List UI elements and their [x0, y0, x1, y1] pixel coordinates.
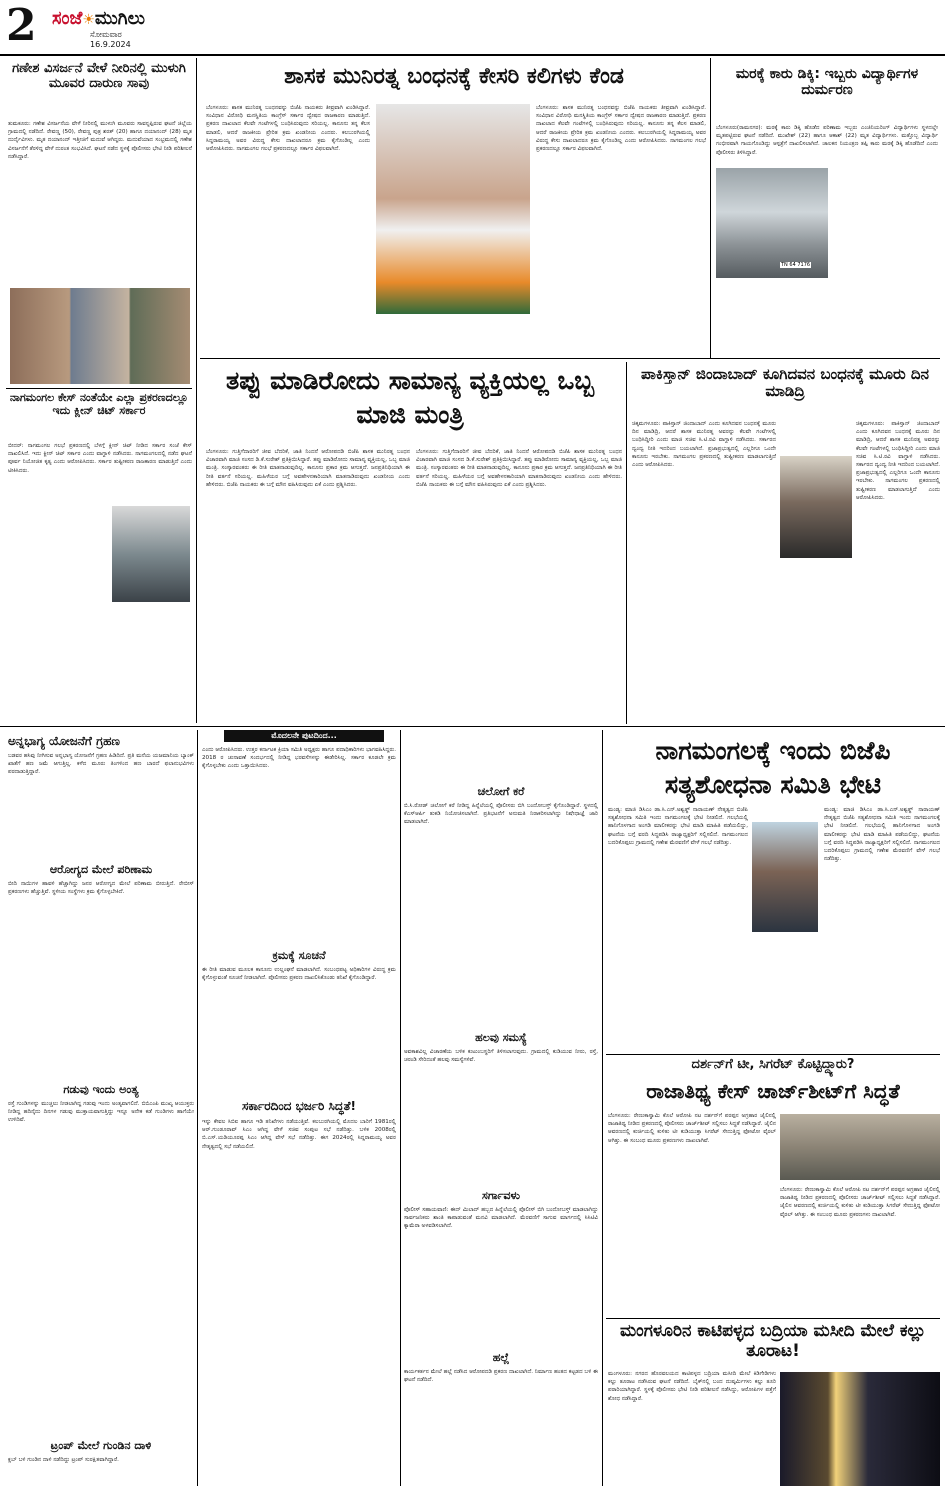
darshan-kicker: ದರ್ಶನ್‌ಗೆ ಟೀ, ಸಿಗರೆಟ್ ಕೊಟ್ಟಿದ್ದ್ಯಾರು? — [691, 1057, 855, 1072]
kramakke-body: ಈ ರೀತಿ ಮಾಡುವ ಮೂಲಕ ಕಾನೂನು ಉಲ್ಲಂಘನೆ ಮಾಡಲಾಗಿದೆ. ಸಂಬಂಧಪಟ್ಟ ಅಧಿಕಾರಿಗಳ ವಿರುದ್ಧ ಕ್ರಮ ಕೈಗೊಳ್ಳುವಂತೆ ಸೂಚನೆ ನೀಡಲಾಗಿದೆ. ಪೊಲೀಸರು ಪ್ರಕರಣ ದಾಖಲಿಸಿಕೊಂಡು ತನಿಖೆ ಕೈಗೊಂಡಿದ್ದಾರೆ. — [202, 967, 396, 982]
divider — [0, 726, 945, 727]
shasaka-body: ಬೆಂಗಳೂರು: ಶಾಸಕ ಮುನಿರತ್ನ ಬಂಧನವನ್ನು ಬಿಜೆಪಿ ನಾಯಕರು ತೀವ್ರವಾಗಿ ಖಂಡಿಸಿದ್ದಾರೆ. ಸಂವಿಧಾನ ವಿರೋಧಿ ಮನಸ್ಥಿತಿಯ ಕಾಂಗ್ರೆಸ್ ಸರ್ಕಾರ ದ್ವೇಷದ ರಾಜಕಾರಣ ಮಾಡುತ್ತಿದೆ. ಪ್ರಕರಣ ದಾಖಲಾದ ಕೆಲವೇ ಗಂಟೆಗಳಲ್ಲಿ ಬಂಧಿಸಿರುವುದು ಸರಿಯಲ್ಲ. ಕಾನೂನು ತನ್ನ ಕೆಲಸ ಮಾಡಲಿ, ಆದರೆ ರಾಜಕೀಯ ಪ್ರೇರಿತ ಕ್ರಮ ಖಂಡನೀಯ ಎಂದರು. ಕಲಬುರಗಿಯಲ್ಲಿ ಸಿದ್ದರಾಮಯ್ಯ ಅವರ ವಿರುದ್ಧ ಕೇಸು ದಾಖಲಾದರೂ ಕ್ರಮ ಕೈಗೊಂಡಿಲ್ಲ ಎಂದು ಆರೋಪಿಸಿದರು. ನಾಗಮಂಗಲ ಗಲಭೆ ಪ್ರಕರಣದಲ್ಲೂ ಸರ್ಕಾರ ವಿಫಲವಾಗಿದೆ. — [206, 105, 370, 153]
pakistan-body-continued: ಚಿಕ್ಕಮಗಳೂರು: ಪಾಕಿಸ್ತಾನ್ ಜಿಂದಾಬಾದ್ ಎಂದು ಕೂಗಿದವನ ಬಂಧನಕ್ಕೆ ಮೂರು ದಿನ ಮಾಡಿದ್ರಿ, ಆದರೆ ಶಾಸಕ ಮುನಿರತ್ನ ಅವರನ್ನು ಕೆಲವೇ ಗಂಟೆಗಳಲ್ಲಿ ಬಂಧಿಸಿದ್ದೀರಿ ಎಂದು ಮಾಜಿ ಸಚಿವ ಸಿ.ಟಿ.ರವಿ ವಾಗ್ದಾಳಿ ನಡೆಸಿದರು. ಸರ್ಕಾರದ ದ್ವಂದ್ವ ನೀತಿ ಇದರಿಂದ ಬಯಲಾಗಿದೆ. ಪ್ರಜಾಪ್ರಭುತ್ವದಲ್ಲಿ ಎಲ್ಲರಿಗೂ ಒಂದೇ ಕಾನೂನು ಇರಬೇಕು. ನಾಗಮಂಗಲ ಪ್ರಕರಣದಲ್ಲಿ ತುಷ್ಟೀಕರಣ ಮಾಡಲಾಗುತ್ತಿದೆ ಎಂದು ಆರೋಪಿಸಿದರು. — [856, 421, 940, 501]
column-divider — [710, 58, 711, 358]
nagamangala-headline: ನಾಗಮಂಗಲ ಕೇಸ್ ನಂತೆಯೇ ಎಲ್ಲಾ ಪ್ರಕರಣದಲ್ಲೂ ಇದು ಕ್ಲೀನ್ ಚಿಟ್ ಸರ್ಕಾರ — [9, 391, 189, 417]
trump-body: ಕ್ಲಬ್ ಬಳಿ ಗುಂಡಿನ ದಾಳಿ ನಡೆದಿದ್ದು ಟ್ರಂಪ್ ಸುರಕ್ಷಿತವಾಗಿದ್ದಾರೆ. — [8, 1457, 119, 1463]
car-accident-headline: ಮರಕ್ಕೆ ಕಾರು ಡಿಕ್ಕಿ: ಇಬ್ಬರು ವಿದ್ಯಾರ್ಥಿಗಳ ದುರ್ಮರಣ — [735, 66, 919, 99]
car-accident-body: ಬೆಂಗಳೂರು(ರಾಮನಗರ): ಮರಕ್ಕೆ ಕಾರು ಡಿಕ್ಕಿ ಹೊಡೆದ ಪರಿಣಾಮ ಇಬ್ಬರು ಎಂಜಿನಿಯರಿಂಗ್ ವಿದ್ಯಾರ್ಥಿಗಳು ಸ್ಥಳದಲ್ಲೇ ಮೃತಪಟ್ಟಿರುವ ಘಟನೆ ನಡೆದಿದೆ. ಮುಖೇಶ್ (22) ಹಾಗೂ ಆಕಾಶ್ (22) ಮೃತ ವಿದ್ಯಾರ್ಥಿಗಳು. ಮತ್ತೊಬ್ಬ ವಿದ್ಯಾರ್ಥಿ ಗಂಭೀರವಾಗಿ ಗಾಯಗೊಂಡಿದ್ದು ಆಸ್ಪತ್ರೆಗೆ ದಾಖಲಿಸಲಾಗಿದೆ. ಚಾಲಕನ ನಿಯಂತ್ರಣ ತಪ್ಪಿ ಕಾರು ಮರಕ್ಕೆ ಡಿಕ್ಕಿ ಹೊಡೆದಿದೆ ಎಂದು ಪೊಲೀಸರು ತಿಳಿಸಿದ್ದಾರೆ. — [716, 125, 938, 156]
tappu-body-continued: ಬೆಂಗಳೂರು: ಗುತ್ತಿಗೆದಾರರಿಗೆ ಜೀವ ಬೆದರಿಕೆ, ಜಾತಿ ನಿಂದನೆ ಆರೋಪದಡಿ ಬಿಜೆಪಿ ಶಾಸಕ ಮುನಿರತ್ನ ಬಂಧನ ವಿಚಾರವಾಗಿ ಮಾಜಿ ಸಂಸದ ಡಿ.ಕೆ.ಸುರೇಶ್ ಪ್ರತಿಕ್ರಿಯಿಸಿದ್ದಾರೆ. ತಪ್ಪು ಮಾಡಿರೋದು ಸಾಮಾನ್ಯ ವ್ಯಕ್ತಿಯಲ್ಲ, ಒಬ್ಬ ಮಾಜಿ ಮಂತ್ರಿ. ಸಂಸ್ಕಾರವಂತರು ಈ ರೀತಿ ಮಾತನಾಡುವುದಿಲ್ಲ. ಕಾನೂನು ಪ್ರಕಾರ ಕ್ರಮ ಆಗುತ್ತದೆ. ಜನಪ್ರತಿನಿಧಿಯಾಗಿ ಈ ರೀತಿ ವರ್ತನೆ ಸರಿಯಲ್ಲ. ಮಹಿಳೆಯರ ಬಗ್ಗೆ ಅವಹೇಳನಕಾರಿಯಾಗಿ ಮಾತನಾಡಿರುವುದು ಖಂಡನೀಯ ಎಂದು ಹೇಳಿದರು. ಬಿಜೆಪಿ ನಾಯಕರು ಈ ಬಗ್ಗೆ ಮೌನ ವಹಿಸಿರುವುದು ಏಕೆ ಎಂದು ಪ್ರಶ್ನಿಸಿದರು. — [416, 449, 622, 488]
sargavalu-headline: ಸರ್ಗಾವಳು — [482, 1189, 520, 1202]
shasaka-body-continued: ಬೆಂಗಳೂರು: ಶಾಸಕ ಮುನಿರತ್ನ ಬಂಧನವನ್ನು ಬಿಜೆಪಿ ನಾಯಕರು ತೀವ್ರವಾಗಿ ಖಂಡಿಸಿದ್ದಾರೆ. ಸಂವಿಧಾನ ವಿರೋಧಿ ಮನಸ್ಥಿತಿಯ ಕಾಂಗ್ರೆಸ್ ಸರ್ಕಾರ ದ್ವೇಷದ ರಾಜಕಾರಣ ಮಾಡುತ್ತಿದೆ. ಪ್ರಕರಣ ದಾಖಲಾದ ಕೆಲವೇ ಗಂಟೆಗಳಲ್ಲಿ ಬಂಧಿಸಿರುವುದು ಸರಿಯಲ್ಲ. ಕಾನೂನು ತನ್ನ ಕೆಲಸ ಮಾಡಲಿ, ಆದರೆ ರಾಜಕೀಯ ಪ್ರೇರಿತ ಕ್ರಮ ಖಂಡನೀಯ ಎಂದರು. ಕಲಬುರಗಿಯಲ್ಲಿ ಸಿದ್ದರಾಮಯ್ಯ ಅವರ ವಿರುದ್ಧ ಕೇಸು ದಾಖಲಾದರೂ ಕ್ರಮ ಕೈಗೊಂಡಿಲ್ಲ ಎಂದು ಆರೋಪಿಸಿದರು. ನಾಗಮಂಗಲ ಗಲಭೆ ಪ್ರಕರಣದಲ್ಲೂ ಸರ್ಕಾರ ವಿಫಲವಾಗಿದೆ. — [536, 105, 706, 153]
politician-photo — [112, 506, 190, 602]
ganesha-body: ತುಮಕೂರು: ಗಣೇಶ ವಿಸರ್ಜನೆಯ ವೇಳೆ ನೀರಿನಲ್ಲಿ ಮುಳುಗಿ ಮೂವರು ಸಾವನ್ನಪ್ಪಿರುವ ಘಟನೆ ಜಿಲ್ಲೆಯ ಗ್ರಾಮದಲ್ಲಿ ನಡೆದಿದೆ. ರೇವಣ್ಣ (50), ರೇವಣ್ಣ ಪುತ್ರ ಶರತ್ (20) ಹಾಗೂ ದಯಾನಂದ್ (28) ಮೃತ ದುರ್ದೈವಿಗಳು. ಮೃತ ದಯಾನಂದ್ ಇತ್ತೀಚಿಗೆ ಮದುವೆ ಆಗಿದ್ದರು. ಮದುವೆಯಾದ ಸಂಭ್ರಮದಲ್ಲಿ ಗಣೇಶ ವಿಸರ್ಜನೆಗೆ ತೆರಳಿದ್ದ ವೇಳೆ ದುರಂತ ಸಂಭವಿಸಿದೆ. ಘಟನೆ ನಡೆದ ಸ್ಥಳಕ್ಕೆ ಪೊಲೀಸರು ಭೇಟಿ ನೀಡಿ ಪರಿಶೀಲನೆ ನಡೆಸಿದ್ದಾರೆ. — [8, 121, 192, 160]
tappu-body: ಬೆಂಗಳೂರು: ಗುತ್ತಿಗೆದಾರರಿಗೆ ಜೀವ ಬೆದರಿಕೆ, ಜಾತಿ ನಿಂದನೆ ಆರೋಪದಡಿ ಬಿಜೆಪಿ ಶಾಸಕ ಮುನಿರತ್ನ ಬಂಧನ ವಿಚಾರವಾಗಿ ಮಾಜಿ ಸಂಸದ ಡಿ.ಕೆ.ಸುರೇಶ್ ಪ್ರತಿಕ್ರಿಯಿಸಿದ್ದಾರೆ. ತಪ್ಪು ಮಾಡಿರೋದು ಸಾಮಾನ್ಯ ವ್ಯಕ್ತಿಯಲ್ಲ, ಒಬ್ಬ ಮಾಜಿ ಮಂತ್ರಿ. ಸಂಸ್ಕಾರವಂತರು ಈ ರೀತಿ ಮಾತನಾಡುವುದಿಲ್ಲ. ಕಾನೂನು ಪ್ರಕಾರ ಕ್ರಮ ಆಗುತ್ತದೆ. ಜನಪ್ರತಿನಿಧಿಯಾಗಿ ಈ ರೀತಿ ವರ್ತನೆ ಸರಿಯಲ್ಲ. ಮಹಿಳೆಯರ ಬಗ್ಗೆ ಅವಹೇಳನಕಾರಿಯಾಗಿ ಮಾತನಾಡಿರುವುದು ಖಂಡನೀಯ ಎಂದು ಹೇಳಿದರು. ಬಿಜೆಪಿ ನಾಯಕರು ಈ ಬಗ್ಗೆ ಮೌನ ವಹಿಸಿರುವುದು ಏಕೆ ಎಂದು ಪ್ರಶ್ನಿಸಿದರು. — [206, 449, 410, 488]
trump-headline: ಟ್ರಂಪ್ ಮೇಲೆ ಗುಂಡಿನ ದಾಳಿ — [50, 1439, 152, 1452]
halle-body: ಕಾರ್ಯಕರ್ತನ ಮೇಲೆ ಹಲ್ಲೆ ನಡೆಸಿದ ಆರೋಪದಡಿ ಪ್ರಕರಣ ದಾಖಲಾಗಿದೆ. ನಿರ್ಮಾಣ ಹಂತದ ಕಟ್ಟಡದ ಬಳಿ ಈ ಘಟನೆ ನಡೆದಿದೆ. — [404, 1369, 598, 1384]
continued-banner: ಮೊದಲನೇ ಪುಟದಿಂದ... — [224, 730, 384, 742]
bjp-committee-body: ಮಂಡ್ಯ: ಮಾಜಿ ಡಿಸಿಎಂ ಡಾ.ಸಿ.ಎನ್.ಅಶ್ವತ್ಥ್ ನಾರಾಯಣ್ ನೇತೃತ್ವದ ಬಿಜೆಪಿ ಸತ್ಯಶೋಧನಾ ಸಮಿತಿ ಇಂದು ನಾಗಮಂಗಲಕ್ಕೆ ಭೇಟಿ ನೀಡಲಿದೆ. ಗಲಭೆಯಲ್ಲಿ ಹಾನಿಗೊಳಗಾದ ಅಂಗಡಿ ಮಾಲೀಕರನ್ನು ಭೇಟಿ ಮಾಡಿ ಮಾಹಿತಿ ಪಡೆಯಲಿದ್ದು, ಘಟನೆಯ ಬಗ್ಗೆ ವರದಿ ಸಿದ್ಧಪಡಿಸಿ ರಾಜ್ಯಾಧ್ಯಕ್ಷರಿಗೆ ಸಲ್ಲಿಸಲಿದೆ. ನಾಗಮಂಗಲದ ಬದರಿಕೊಪ್ಪಲು ಗ್ರಾಮದಲ್ಲಿ ಗಣೇಶ ಮೆರವಣಿಗೆ ವೇಳೆ ಗಲಭೆ ನಡೆದಿತ್ತು. — [608, 807, 748, 846]
pakistan-headline: ಪಾಕಿಸ್ತಾನ್ ಜಿಂದಾಬಾದ್ ಕೂಗಿದವನ ಬಂಧನಕ್ಕೆ ಮೂರು ದಿನ ಮಾಡಿದ್ರಿ — [641, 365, 929, 401]
arogya-body: ಬೀದಿ ನಾಯಿಗಳ ಹಾವಳಿ ಹೆಚ್ಚಾಗಿದ್ದು ಜನರ ಆರೋಗ್ಯದ ಮೇಲೆ ಪರಿಣಾಮ ಬೀರುತ್ತಿದೆ. ರೇಬೀಸ್ ಪ್ರಕರಣಗಳು ಹೆಚ್ಚುತ್ತಿವೆ. ಸ್ಥಳೀಯ ಸಂಸ್ಥೆಗಳು ಕ್ರಮ ಕೈಗೊಳ್ಳಬೇಕಿದೆ. — [8, 881, 194, 896]
mosque-night-photo — [780, 1372, 940, 1486]
bjp-committee-headline: ನಾಗಮಂಗಲಕ್ಕೆ ಇಂದು ಬಿಜೆಪಿ ಸತ್ಯಶೋಧನಾ ಸಮಿತಿ ಭೇಟಿ — [655, 736, 891, 799]
page-number: 2 — [6, 0, 37, 51]
darshan-headline: ರಾಜಾತಿಥ್ಯ ಕೇಸ್ ಚಾರ್ಜ್‌ಶೀಟ್‌ಗೆ ಸಿದ್ಧತೆ — [646, 1079, 900, 1103]
masthead-name-part1: ಸಂಜೆ — [52, 8, 83, 29]
mangaluru-headline: ಮಂಗಳೂರಿನ ಕಾಟಿಪಳ್ಳದ ಬದ್ರಿಯಾ ಮಸೀದಿ ಮೇಲೆ ಕಲ್ಲು ತೂರಾಟ! — [620, 1321, 926, 1361]
masthead-date: 16.9.2024 — [90, 40, 131, 49]
darshan-body-continued: ಬೆಂಗಳೂರು: ರೇಣುಕಾಸ್ವಾಮಿ ಕೊಲೆ ಆರೋಪಿ ನಟ ದರ್ಶನ್‌ಗೆ ಪರಪ್ಪನ ಅಗ್ರಹಾರ ಜೈಲಿನಲ್ಲಿ ರಾಜಾತಿಥ್ಯ ನೀಡಿದ ಪ್ರಕರಣದಲ್ಲಿ ಪೊಲೀಸರು ಚಾರ್ಜ್‌ಶೀಟ್ ಸಲ್ಲಿಸಲು ಸಿದ್ಧತೆ ನಡೆಸಿದ್ದಾರೆ. ಜೈಲಿನ ಆವರಣದಲ್ಲಿ ಕುರ್ಚಿಯಲ್ಲಿ ಕುಳಿತು ಟೀ ಕುಡಿಯುತ್ತಾ ಸಿಗರೆಟ್ ಸೇದುತ್ತಿದ್ದ ಫೋಟೋ ವೈರಲ್ ಆಗಿತ್ತು. ಈ ಸಂಬಂಧ ಮೂರು ಪ್ರಕರಣಗಳು ದಾಖಲಾಗಿವೆ. — [780, 1187, 940, 1218]
victims-photo — [10, 288, 190, 384]
mangaluru-body: ಮಂಗಳೂರು: ನಗರದ ಹೊರವಲಯದ ಕಾಟಿಪಳ್ಳದ ಬದ್ರಿಯಾ ಮಸೀದಿ ಮೇಲೆ ಕಿಡಿಗೇಡಿಗಳು ಕಲ್ಲು ತೂರಾಟ ನಡೆಸಿರುವ ಘಟನೆ ನಡೆದಿದೆ. ಬೈಕ್‌ನಲ್ಲಿ ಬಂದ ದುಷ್ಕರ್ಮಿಗಳು ಕಲ್ಲು ತೂರಿ ಪರಾರಿಯಾಗಿದ್ದಾರೆ. ಸ್ಥಳಕ್ಕೆ ಪೊಲೀಸರು ಭೇಟಿ ನೀಡಿ ಪರಿಶೀಲನೆ ನಡೆಸಿದ್ದು, ಆರೋಪಿಗಳ ಪತ್ತೆಗೆ ಶೋಧ ನಡೆಸಿದ್ದಾರೆ. — [608, 1371, 776, 1402]
column-divider — [602, 730, 603, 1486]
shasaka-headline: ಶಾಸಕ ಮುನಿರತ್ನ ಬಂಧನಕ್ಕೆ ಕೇಸರಿ ಕಲಿಗಳು ಕೆಂಡ — [284, 64, 624, 89]
divider — [606, 1318, 940, 1319]
license-plate: TN 64 7176 — [781, 262, 811, 268]
politician-photo — [376, 104, 530, 314]
car-wreck-photo — [716, 168, 828, 278]
sun-icon: ☀ — [82, 12, 95, 28]
halle-headline: ಹಲ್ಲೆ — [492, 1351, 510, 1364]
column-divider — [197, 730, 198, 1486]
masthead-logo — [52, 4, 212, 34]
chalonge-body: ಬಿ.ಸಿ.ರೋಡ್ ಚಲೋಗೆ ಕರೆ ನೀಡಿದ್ದ ಹಿನ್ನೆಲೆಯಲ್ಲಿ ಪೊಲೀಸರು ಬಿಗಿ ಬಂದೋಬಸ್ತ್ ಕೈಗೊಂಡಿದ್ದಾರೆ. ಸ್ಥಳದಲ್ಲಿ ಕೆಎಸ್ಆರ್ಪಿ ತುಕಡಿ ನಿಯೋಜಿಸಲಾಗಿದೆ. ಪ್ರತಿಭಟನೆಗೆ ಅನುಮತಿ ನಿರಾಕರಿಸಲಾಗಿದ್ದು ನಿಷೇಧಾಜ್ಞೆ ಜಾರಿ ಮಾಡಲಾಗಿದೆ. — [404, 803, 598, 826]
column-divider — [400, 730, 401, 1486]
kramakke-headline: ಕ್ರಮಕ್ಕೆ ಸೂಚನೆ — [272, 949, 326, 962]
masthead-name-part2: ಮುಗಿಲು — [94, 8, 145, 29]
tappu-headline: ತಪ್ಪು ಮಾಡಿರೋದು ಸಾಮಾನ್ಯ ವ್ಯಕ್ತಿಯಲ್ಲ ಒಬ್ಬ ಮಾಜಿ ಮಂತ್ರಿ — [225, 366, 595, 429]
halavu-headline: ಹಲವು ಸಮಸ್ಯೆ — [475, 1031, 527, 1044]
annabhagya-headline: ಅನ್ನಭಾಗ್ಯ ಯೋಜನೆಗೆ ಗ್ರಹಣ — [8, 734, 120, 748]
divider — [6, 388, 192, 389]
bjp-committee-body-continued: ಮಂಡ್ಯ: ಮಾಜಿ ಡಿಸಿಎಂ ಡಾ.ಸಿ.ಎನ್.ಅಶ್ವತ್ಥ್ ನಾರಾಯಣ್ ನೇತೃತ್ವದ ಬಿಜೆಪಿ ಸತ್ಯಶೋಧನಾ ಸಮಿತಿ ಇಂದು ನಾಗಮಂಗಲಕ್ಕೆ ಭೇಟಿ ನೀಡಲಿದೆ. ಗಲಭೆಯಲ್ಲಿ ಹಾನಿಗೊಳಗಾದ ಅಂಗಡಿ ಮಾಲೀಕರನ್ನು ಭೇಟಿ ಮಾಡಿ ಮಾಹಿತಿ ಪಡೆಯಲಿದ್ದು, ಘಟನೆಯ ಬಗ್ಗೆ ವರದಿ ಸಿದ್ಧಪಡಿಸಿ ರಾಜ್ಯಾಧ್ಯಕ್ಷರಿಗೆ ಸಲ್ಲಿಸಲಿದೆ. ನಾಗಮಂಗಲದ ಬದರಿಕೊಪ್ಪಲು ಗ್ರಾಮದಲ್ಲಿ ಗಣೇಶ ಮೆರವಣಿಗೆ ವೇಳೆ ಗಲಭೆ ನಡೆದಿತ್ತು. — [824, 807, 940, 863]
ganesha-headline: ಗಣೇಶ ವಿಸರ್ಜನೆ ವೇಳೆ ನೀರಿನಲ್ಲಿ ಮುಳುಗಿ ಮೂವರ ದಾರುಣ ಸಾವು — [12, 61, 186, 91]
masthead-rule — [0, 54, 945, 56]
chalonge-headline: ಚಲೋಗೆ ಕರೆ — [477, 785, 525, 798]
pakistan-body: ಚಿಕ್ಕಮಗಳೂರು: ಪಾಕಿಸ್ತಾನ್ ಜಿಂದಾಬಾದ್ ಎಂದು ಕೂಗಿದವನ ಬಂಧನಕ್ಕೆ ಮೂರು ದಿನ ಮಾಡಿದ್ರಿ, ಆದರೆ ಶಾಸಕ ಮುನಿರತ್ನ ಅವರನ್ನು ಕೆಲವೇ ಗಂಟೆಗಳಲ್ಲಿ ಬಂಧಿಸಿದ್ದೀರಿ ಎಂದು ಮಾಜಿ ಸಚಿವ ಸಿ.ಟಿ.ರವಿ ವಾಗ್ದಾಳಿ ನಡೆಸಿದರು. ಸರ್ಕಾರದ ದ್ವಂದ್ವ ನೀತಿ ಇದರಿಂದ ಬಯಲಾಗಿದೆ. ಪ್ರಜಾಪ್ರಭುತ್ವದಲ್ಲಿ ಎಲ್ಲರಿಗೂ ಒಂದೇ ಕಾನೂನು ಇರಬೇಕು. ನಾಗಮಂಗಲ ಪ್ರಕರಣದಲ್ಲಿ ತುಷ್ಟೀಕರಣ ಮಾಡಲಾಗುತ್ತಿದೆ ಎಂದು ಆರೋಪಿಸಿದರು. — [632, 421, 776, 469]
gaduvu-body: ರಸ್ತೆ ಗುಂಡಿಗಳನ್ನು ಮುಚ್ಚಲು ನೀಡಲಾಗಿದ್ದ ಗಡುವು ಇಂದು ಅಂತ್ಯವಾಗಲಿದೆ. ಬಿಬಿಎಂಪಿ ಮುಖ್ಯ ಆಯುಕ್ತರು ನೀಡಿದ್ದ ಹದಿನೈದು ದಿನಗಳ ಗಡುವು ಮುಕ್ತಾಯವಾಗುತ್ತಿದ್ದು ಇನ್ನೂ ಅನೇಕ ಕಡೆ ಗುಂಡಿಗಳು ಹಾಗೆಯೇ ಉಳಿದಿವೆ. — [8, 1101, 194, 1124]
annabhagya-body: ಬಡವರ ಹಸಿವು ನೀಗಿಸುವ ಅನ್ನಭಾಗ್ಯ ಯೋಜನೆಗೆ ಗ್ರಹಣ ಹಿಡಿದಿದೆ. ಪ್ರತಿ ಮನೆಯ ಯಜಮಾನಿಯ ಬ್ಯಾಂಕ್ ಖಾತೆಗೆ ಹಣ ಜಮೆ ಆಗುತ್ತಿಲ್ಲ. ಕಳೆದ ಮೂರು ತಿಂಗಳಿಂದ ಹಣ ಬಾರದೆ ಫಲಾನುಭವಿಗಳು ಪರದಾಡುತ್ತಿದ್ದಾರೆ. — [8, 753, 194, 776]
arogya-headline: ಆರೋಗ್ಯದ ಮೇಲೆ ಪರಿಣಾಮ — [49, 863, 153, 876]
halavu-body: ಅವಕಾಶವಿಲ್ಲ ವಿಚಾರಣೆಯ ಬಳಿಕ ಕುಟುಂಬಸ್ಥರಿಗೆ ತಿಳಿಸಲಾಗುವುದು. ಗ್ರಾಮದಲ್ಲಿ ಕುಡಿಯುವ ನೀರು, ರಸ್ತೆ, ಚರಂಡಿ ಸೇರಿದಂತೆ ಹಲವು ಸಮಸ್ಯೆಗಳಿವೆ. — [404, 1049, 598, 1064]
column-divider — [626, 362, 627, 724]
sarkaradinda-headline: ಸರ್ಕಾರದಿಂದ ಭರ್ಜರಿ ಸಿದ್ಧತೆ! — [242, 1099, 356, 1113]
sarkaradinda-body: ಇನ್ನು ಕೇವಲ ಸಿಬಿಐ ಹಾಗೂ ಇಡಿ ತನಿಖೆಗಳು ನಡೆಯುತ್ತಿವೆ. ಕಲಬುರಗಿಯಲ್ಲಿ ಮೊದಲ ಬಾರಿಗೆ 1981ರಲ್ಲಿ ಆರ್.ಗುಂಡೂರಾವ್ ಸಿಎಂ ಆಗಿದ್ದ ವೇಳೆ ಸಚಿವ ಸಂಪುಟ ಸಭೆ ನಡೆದಿತ್ತು. ಬಳಿಕ 2008ರಲ್ಲಿ ಬಿ.ಎಸ್.ಯಡಿಯೂರಪ್ಪ ಸಿಎಂ ಆಗಿದ್ದ ವೇಳೆ ಸಭೆ ನಡೆದಿತ್ತು. ಈಗ 2024ರಲ್ಲಿ ಸಿದ್ದರಾಮಯ್ಯ ಅವರ ನೇತೃತ್ವದಲ್ಲಿ ಸಭೆ ನಡೆಯಲಿದೆ. — [202, 1119, 396, 1150]
divider — [200, 358, 940, 359]
politician-photo — [752, 822, 818, 932]
sargavalu-body: ಪೊಲೀಸ್ ಸಹಾಯವಾಣಿ: ಈದ್ ಮಿಲಾದ್ ಹಬ್ಬದ ಹಿನ್ನೆಲೆಯಲ್ಲಿ ಪೊಲೀಸ್ ಬಿಗಿ ಬಂದೋಬಸ್ತ್ ಮಾಡಲಾಗಿದ್ದು ಸಾರ್ವಜನಿಕರು ಶಾಂತಿ ಕಾಪಾಡುವಂತೆ ಮನವಿ ಮಾಡಲಾಗಿದೆ. ಮೆರವಣಿಗೆ ಸಾಗುವ ಮಾರ್ಗದಲ್ಲಿ ಸಿಸಿಟಿವಿ ಕ್ಯಾಮೆರಾ ಅಳವಡಿಸಲಾಗಿದೆ. — [404, 1207, 598, 1230]
nagamangala-body: ಬೀದರ್: ನಾಗಮಂಗಲ ಗಲಭೆ ಪ್ರಕರಣದಲ್ಲಿ ಬೆಳಗ್ಗೆ ಕ್ಲೀನ್ ಚಿಟ್ ನೀಡಿದ ಸರ್ಕಾರ ಸಂಜೆ ಕೇಸ್ ದಾಖಲಿಸಿದೆ. ಇದು ಕ್ಲೀನ್ ಚಿಟ್ ಸರ್ಕಾರ ಎಂದು ವಾಗ್ದಾಳಿ ನಡೆಸಿದರು. ನಾಗಮಂಗಲದಲ್ಲಿ ನಡೆದ ಘಟನೆ ಪೂರ್ವ ನಿಯೋಜಿತ ಕೃತ್ಯ ಎಂದು ಆರೋಪಿಸಿದರು. ಸರ್ಕಾರ ತುಷ್ಟೀಕರಣ ರಾಜಕಾರಣ ಮಾಡುತ್ತಿದೆ ಎಂದು ಟೀಕಿಸಿದರು. — [8, 443, 192, 474]
politician-photo — [780, 456, 852, 558]
column-divider — [196, 58, 197, 723]
gaduvu-headline: ಗಡುವು ಇಂದು ಅಂತ್ಯ — [63, 1083, 139, 1096]
divider — [606, 1054, 940, 1055]
continued-body: ಎಂದು ಆರೋಪಿಸಿದರು. ಉತ್ತರ ಕರ್ನಾಟಕ ಕ್ರಿಯಾ ಸಮಿತಿ ಅಧ್ಯಕ್ಷರು ಹಾಗೂ ಪದಾಧಿಕಾರಿಗಳು ಭಾಗವಹಿಸಿದ್ದರು. 2018 ರ ಚುನಾವಣೆ ಸಂದರ್ಭದಲ್ಲಿ ನೀಡಿದ್ದ ಭರವಸೆಗಳನ್ನು ಈಡೇರಿಸಿಲ್ಲ. ಸರ್ಕಾರ ಕೂಡಲೇ ಕ್ರಮ ಕೈಗೊಳ್ಳಬೇಕು ಎಂದು ಒತ್ತಾಯಿಸಿದರು. — [202, 747, 396, 770]
jail-courtyard-photo — [780, 1114, 940, 1180]
darshan-body: ಬೆಂಗಳೂರು: ರೇಣುಕಾಸ್ವಾಮಿ ಕೊಲೆ ಆರೋಪಿ ನಟ ದರ್ಶನ್‌ಗೆ ಪರಪ್ಪನ ಅಗ್ರಹಾರ ಜೈಲಿನಲ್ಲಿ ರಾಜಾತಿಥ್ಯ ನೀಡಿದ ಪ್ರಕರಣದಲ್ಲಿ ಪೊಲೀಸರು ಚಾರ್ಜ್‌ಶೀಟ್ ಸಲ್ಲಿಸಲು ಸಿದ್ಧತೆ ನಡೆಸಿದ್ದಾರೆ. ಜೈಲಿನ ಆವರಣದಲ್ಲಿ ಕುರ್ಚಿಯಲ್ಲಿ ಕುಳಿತು ಟೀ ಕುಡಿಯುತ್ತಾ ಸಿಗರೆಟ್ ಸೇದುತ್ತಿದ್ದ ಫೋಟೋ ವೈರಲ್ ಆಗಿತ್ತು. ಈ ಸಂಬಂಧ ಮೂರು ಪ್ರಕರಣಗಳು ದಾಖಲಾಗಿವೆ. — [608, 1113, 776, 1144]
masthead-day: ಸೋಮವಾರ — [90, 30, 122, 39]
